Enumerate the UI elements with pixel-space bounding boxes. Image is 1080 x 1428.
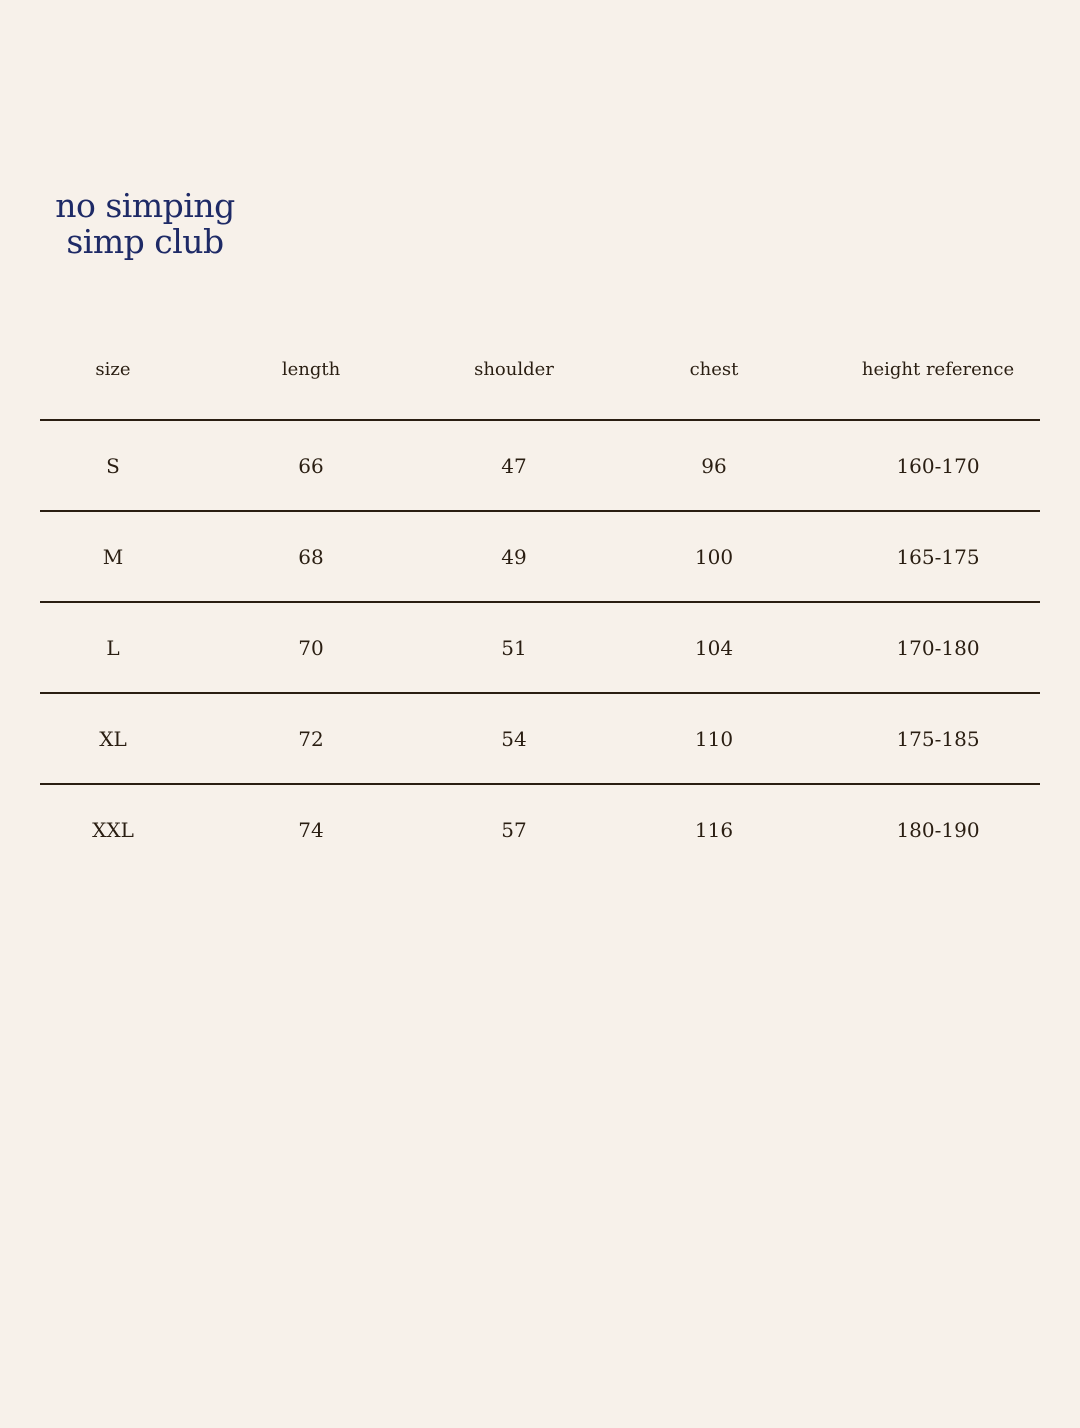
cell-length: 68 [186,511,436,602]
cell-length: 74 [298,817,324,842]
cell-chest: 110 [592,693,836,784]
header-shoulder: shoulder [436,320,592,420]
cell-shoulder: 51 [436,602,592,693]
cell-size: S [40,420,186,511]
cell-size: XXL [92,817,134,842]
brand-line-1: no simping [55,186,235,225]
cell-height-reference: 170-180 [836,602,1040,693]
cell-size: XL [40,693,186,784]
header-length: length [186,320,436,420]
header-height-reference: height reference [836,320,1040,420]
table-row [40,420,1040,511]
cell-chest: 100 [592,511,836,602]
table-header [40,320,1040,420]
table-row [40,602,1040,693]
cell-chest: 104 [592,602,836,693]
cell-chest: 96 [592,420,836,511]
cell-length: 72 [186,693,436,784]
header-row [40,320,1040,420]
cell-height-reference: 180-190 [896,817,980,842]
cell-size: M [40,511,186,602]
table-row [40,511,1040,602]
table-body [40,420,1040,874]
cell-chest: 116 [694,817,734,842]
cell-length: 66 [186,420,436,511]
cell-shoulder: 57 [501,817,527,842]
brand-logo [50,188,240,260]
cell-height-reference: 175-185 [836,693,1040,784]
cell-size: L [40,602,186,693]
header-chest: chest [592,320,836,420]
brand-line-2: simp club [66,222,224,261]
header-size: size [40,320,186,420]
cell-shoulder: 54 [436,693,592,784]
cell-shoulder: 47 [436,420,592,511]
table-row [40,693,1040,784]
cell-height-reference: 160-170 [836,420,1040,511]
cell-shoulder: 49 [436,511,592,602]
table-row [40,784,1040,874]
cell-height-reference: 165-175 [836,511,1040,602]
size-chart-table [40,320,1040,874]
cell-length: 70 [186,602,436,693]
